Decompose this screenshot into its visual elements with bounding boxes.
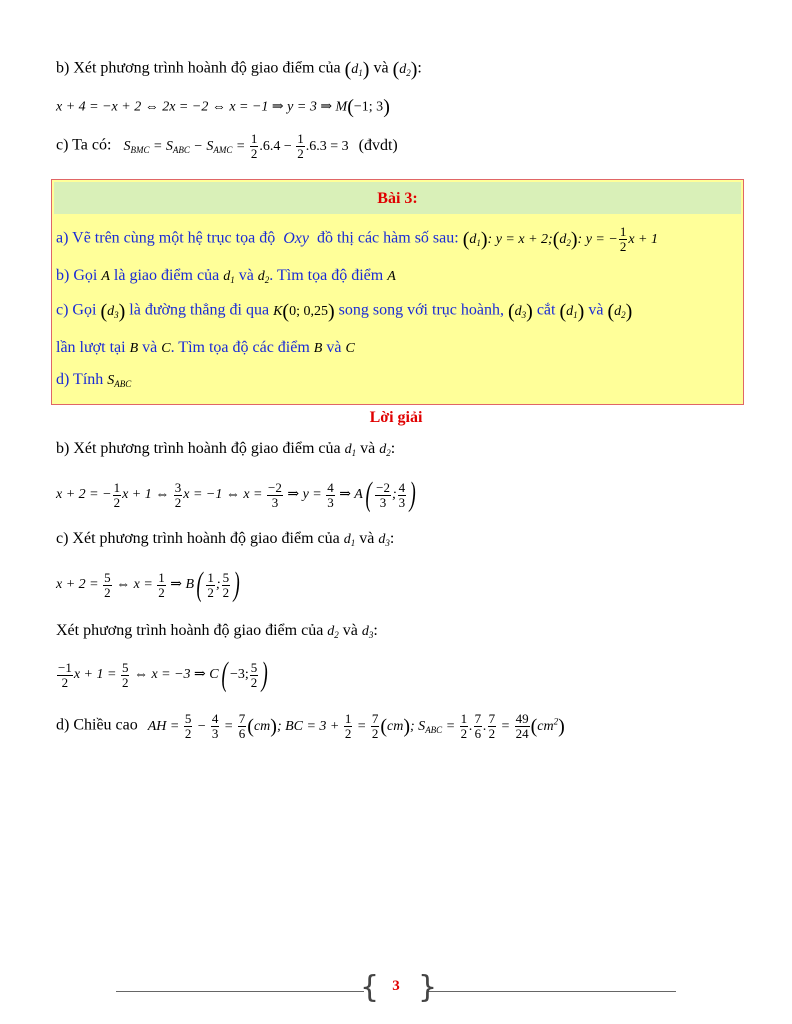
problem-c-cont: lần lượt tại B và C. Tìm tọa độ các điểm B và C — [56, 339, 355, 356]
footer-rule-left — [116, 991, 364, 992]
sol-c-equation: x + 2 = $\frac{5}{2}$ ⇔ x = $\frac{1}{2}$ ⇒ B( $\frac{1}{2}$ ; $\frac{5}{2}$ ) — [56, 566, 240, 603]
footer-brace-right: } — [418, 970, 438, 1005]
problem-box — [51, 179, 744, 405]
problem-title: Bài 3: — [377, 190, 418, 207]
sol-b-heading: b) Xét phương trình hoành độ giao điểm của $d_1$ và $d_2$: — [56, 440, 396, 458]
problem-b: b) Gọi A là giao điểm của $d_1$ và $d_2$. Tìm tọa độ điểm A — [56, 267, 396, 285]
footer-brace-left: { — [360, 970, 380, 1005]
page-number: 3 — [392, 978, 400, 994]
problem-header — [54, 182, 741, 214]
dvdt-unit: (đvdt) — [358, 136, 398, 154]
problem-a: a) Vẽ trên cùng một hệ trục tọa độ Oxy đồ thị các hàm số sau: $(d_1)$: $y = x + 2;(d_2)$: y = − $\frac{1}{2}$ x + 1 — [56, 224, 658, 254]
prev-c-text: c) Ta có: — [56, 136, 112, 154]
prev-b-text: b) Xét phương trình hoành độ giao điểm của — [56, 59, 341, 77]
sol-c2-equation: $\frac{-1}{2}$ x + 1 = $\frac{5}{2}$ ⇔ x = −3 ⇒ C( −3; $\frac{5}{2}$ ) — [58, 656, 269, 693]
problem-c: c) Gọi $(d_3)$ là đường thẳng đi qua K(0; 0,25) song song với trục hoành, $(d_3)$ cắt $(d_1)$ và $(d_2)$ — [56, 300, 633, 322]
sol-c2-heading: Xét phương trình hoành độ giao điểm của $d_2$ và $d_3$: — [56, 622, 378, 640]
footer-rule-right — [428, 991, 676, 992]
prev-c-line: c) Ta có: $S_{BMC} = S_{ABC} - S_{AMC}$ = $\frac{1}{2}$ .6.4 − $\frac{1}{2}$ .6.3 = 3 (đvdt) — [56, 131, 398, 161]
prev-b-equation: x + 4 = −x + 2 ⇔ 2x = −2 ⇔ x = −1 ⇒ y = 3 ⇒ M(−1; 3) — [56, 96, 390, 118]
solution-title: Lời giải — [369, 409, 423, 426]
prev-b-heading: b) Xét phương trình hoành độ giao điểm của $(d_1)$ và $(d_2)$: — [56, 58, 422, 80]
sol-b-equation: x + 2 = − $\frac{1}{2}$ x + 1 ⇔ $\frac{3}{2}$ x = −1 ⇔ x = $\frac{-2}{3}$ ⇒ y = $\frac{4}{3}$ ⇒ A( $\frac{-2}{3}$ ; $\frac{4}{3}$ ) — [56, 476, 416, 513]
problem-d: d) Tính $S_{ABC}$ — [56, 371, 132, 389]
sol-c-heading: c) Xét phương trình hoành độ giao điểm của $d_1$ và $d_3$: — [56, 530, 395, 548]
sol-d-line: d) Chiều cao AH = $\frac{5}{2}$ − $\frac{4}{3}$ = $\frac{7}{6}$ (cm); BC = 3 + $\frac{1}{2}$ = $\frac{7}{2}$ (cm); $S_{ABC}$ = $\frac{1}{2}$ . $\frac{7}{6}$ . $\frac{7}{2}$ = $\frac{49}{24}$ $(cm^2)$ — [56, 711, 565, 741]
